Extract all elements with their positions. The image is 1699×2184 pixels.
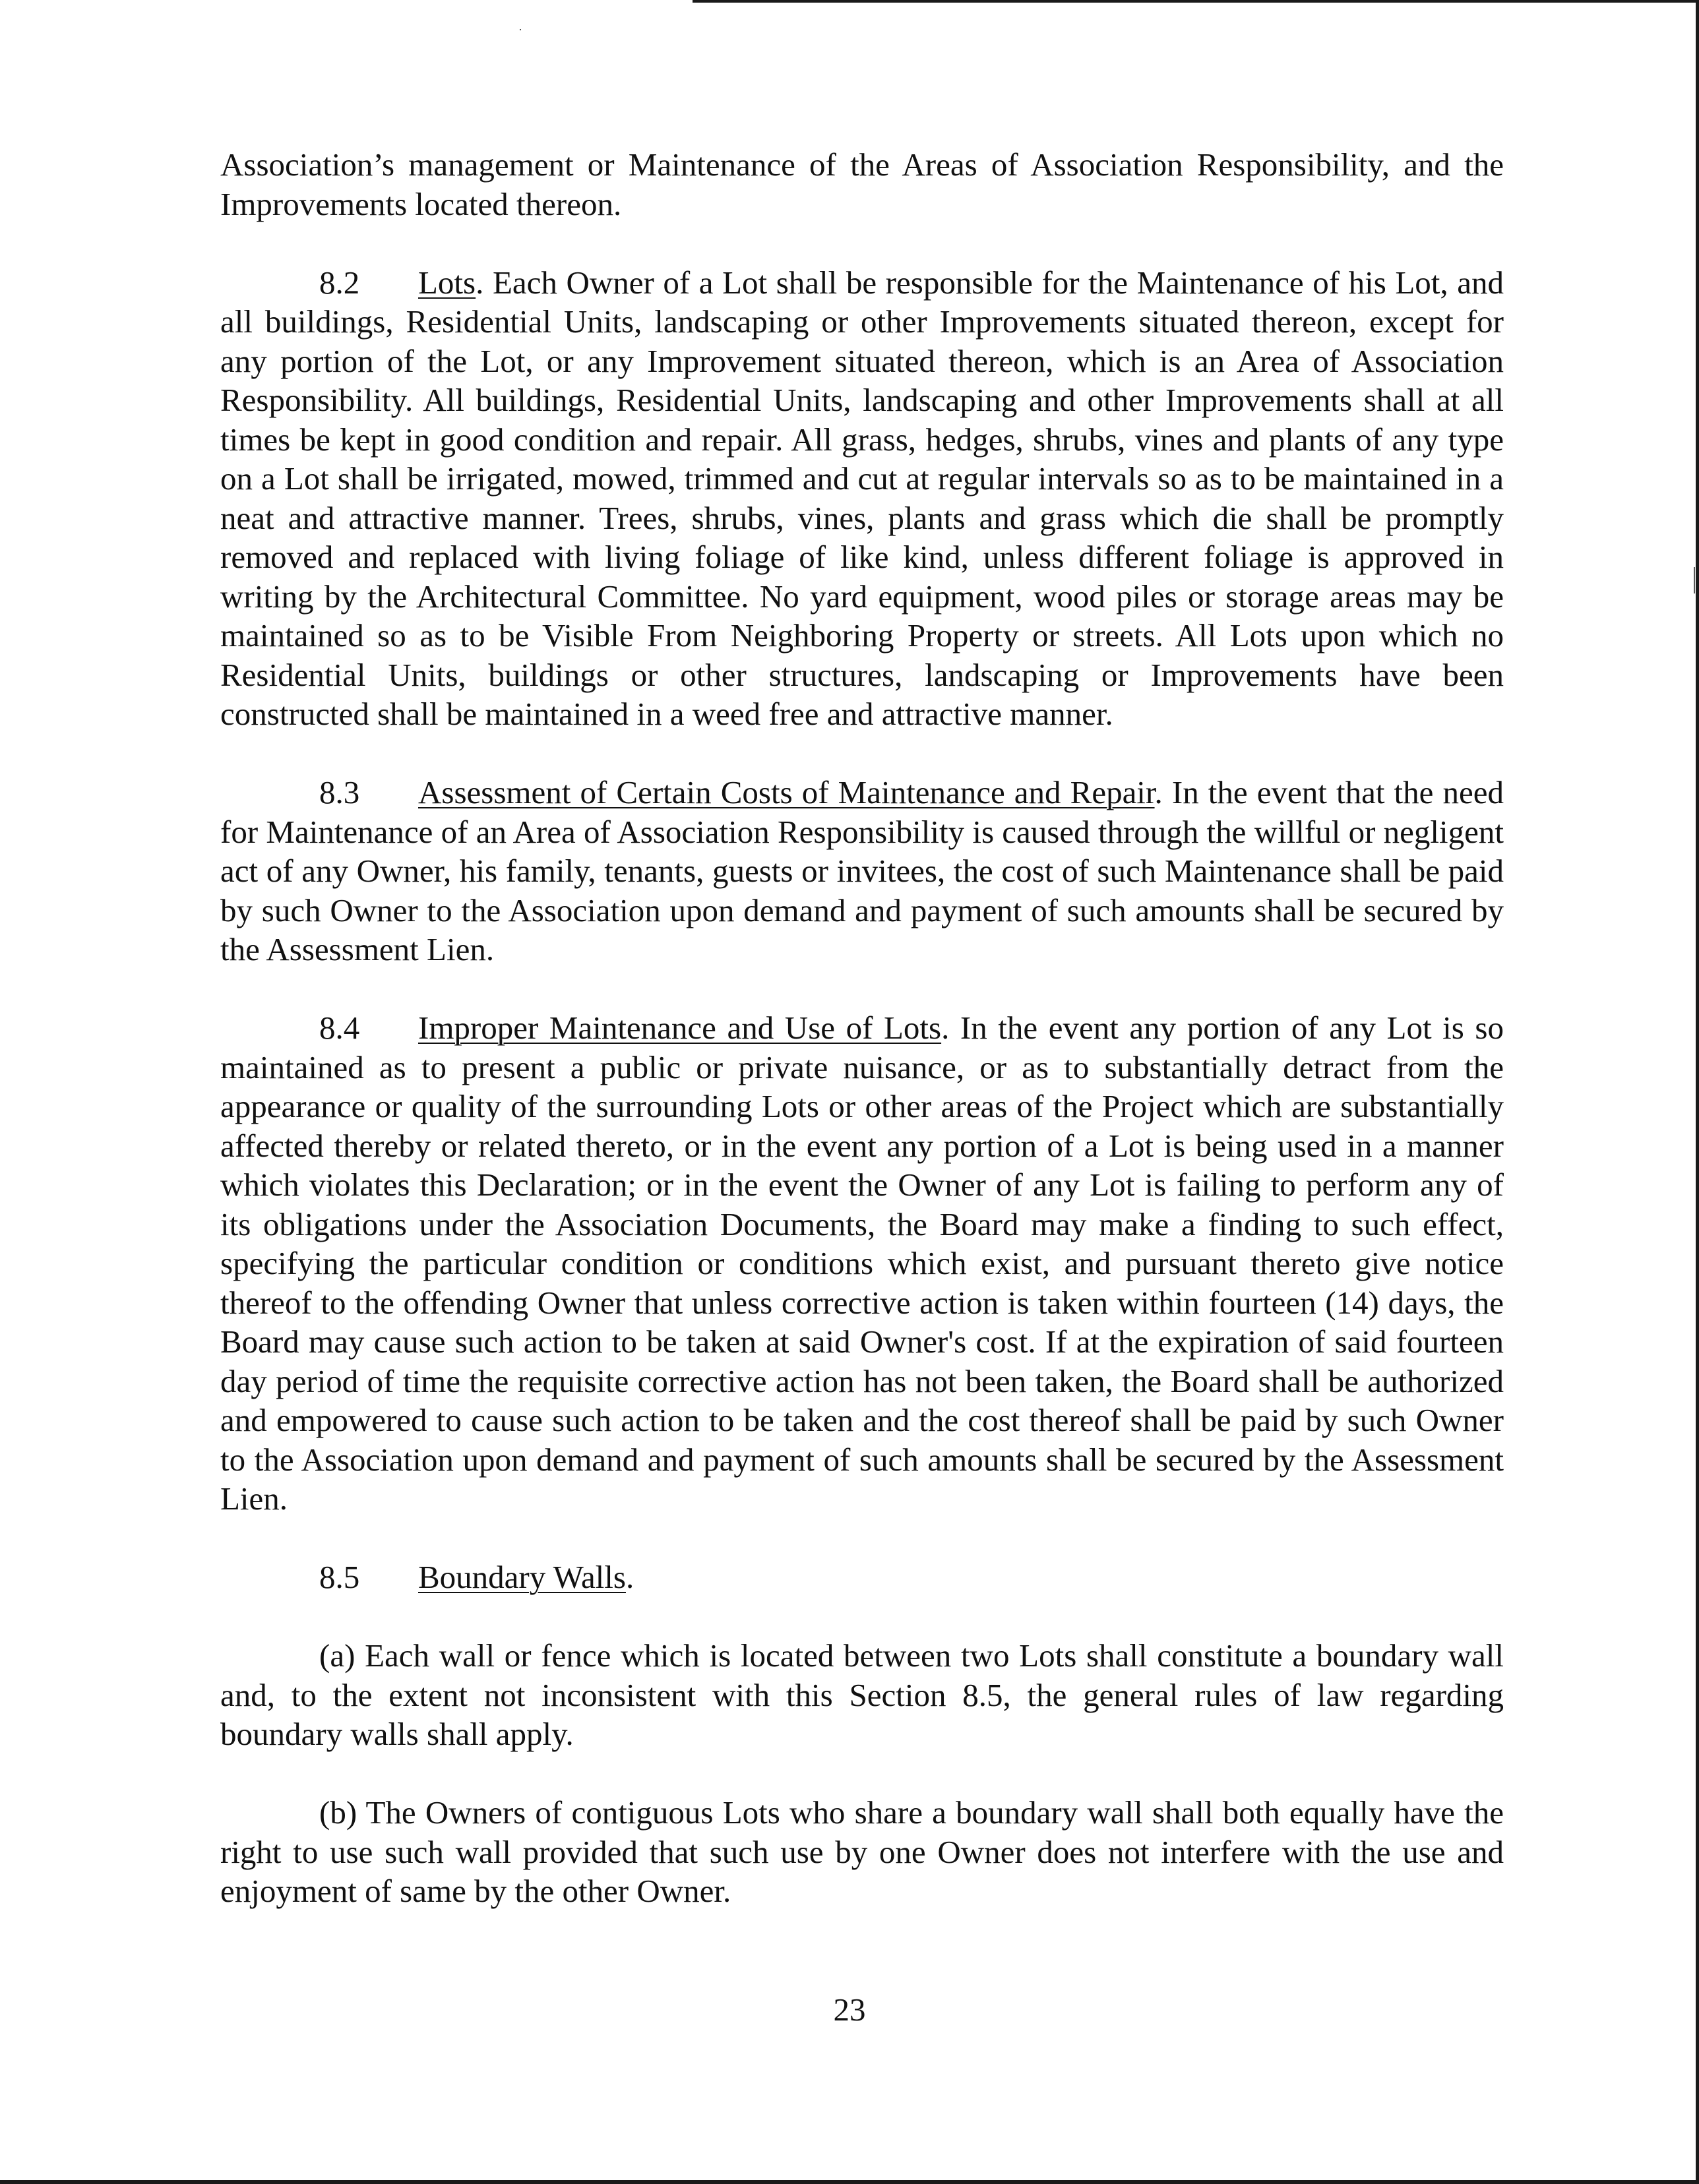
section-8-4 — [220, 1008, 1504, 1519]
subsection-a: (a) Each wall or fence which is located between two Lots shall constitute a boundary wall and, to the extent not inconsistent with this Section 8.5, the general rules of law regarding boundary walls shall apply. — [220, 1637, 1504, 1752]
section-number: 8.4 — [319, 1010, 360, 1046]
scan-edge-top — [693, 0, 1699, 3]
section-8-3 — [220, 773, 1504, 969]
scan-edge-bottom — [0, 2180, 1699, 2184]
section-text: . In the event any portion of any Lot is so maintained as to present a public or private nuisance, or as to substantially detract from the appearance or quality of the surrounding Lots or other areas of the Project which are substantially affected thereby or related thereto, or in the event any portion of a Lot is being used in a manner which violates this Declaration; or in the event the Owner of any Lot is failing to perform any of its obligations under the Association Documents, the Board may make a finding to such effect, specifying the particular condition or conditions which exist, and pursuant thereto give notice thereof to the offending Owner that unless corrective action is taken within fourteen (14) days, the Board may cause such action to be taken at said Owner's cost. If at the expiration of said fourteen day period of time the requisite corrective action has not been taken, the Board shall be authorized and empowered to cause such action to be taken and the cost thereof shall be paid by such Owner to the Association upon demand and payment of such amounts shall be secured by the Assessment Lien. — [220, 1010, 1504, 1517]
page-number: 23 — [833, 1991, 866, 2028]
section-8-2 — [220, 263, 1504, 734]
section-number: 8.2 — [319, 264, 360, 301]
section-8-5 — [220, 1558, 1504, 1597]
section-heading: Assessment of Certain Costs of Maintenance and Repair — [418, 774, 1155, 810]
document-body — [220, 145, 1504, 1911]
section-heading: Lots — [418, 264, 476, 301]
section-text: . Each Owner of a Lot shall be responsible for the Maintenance of his Lot, and all buildings, Residential Units, landscaping or other Improvements situated thereon, except for any portion of the Lot, or any Improvement situated thereon, which is an Area of Association Responsibility. All buildings, Residential Units, landscaping and other Improvements shall at all times be kept in good condition and repair. All grass, hedges, shrubs, vines and plants of any type on a Lot shall be irrigated, mowed, trimmed and cut at regular intervals so as to be maintained in a neat and attractive manner. Trees, shrubs, vines, plants and grass which die shall be promptly removed and replaced with living foliage of like kind, unless different foliage is approved in writing by the Architectural Committee. No yard equipment, wood piles or storage areas may be maintained so as to be Visible From Neighboring Property or streets. All Lots upon which no Residential Units, buildings or other structures, landscaping or Improvements have been constructed shall be maintained in a weed free and attractive manner. — [220, 264, 1504, 732]
scan-speck — [1694, 567, 1695, 593]
intro-paragraph: Association’s management or Maintenance of the Areas of Association Responsibility, and the Improvements located thereon. — [220, 146, 1504, 222]
subsection-b: (b) The Owners of contiguous Lots who share a boundary wall shall both equally have the right to use such wall provided that such use by one Owner does not interfere with the use and enjoyment of same by the other Owner. — [220, 1794, 1504, 1909]
section-text: . In the event that the need for Maintenance of an Area of Association Responsibility is caused through the willful or negligent act of any Owner, his family, tenants, guests or invitees, the cost of such Maintenance shall be paid by such Owner to the Association upon demand and payment of such amounts shall be secured by the Assessment Lien. — [220, 774, 1504, 967]
section-number: 8.5 — [319, 1559, 360, 1595]
scan-edge-right — [1696, 0, 1699, 2184]
scan-speck — [520, 29, 521, 30]
section-heading: Boundary Walls — [418, 1559, 626, 1595]
section-heading: Improper Maintenance and Use of Lots — [418, 1010, 942, 1046]
section-number: 8.3 — [319, 774, 360, 810]
section-text: . — [625, 1559, 634, 1595]
